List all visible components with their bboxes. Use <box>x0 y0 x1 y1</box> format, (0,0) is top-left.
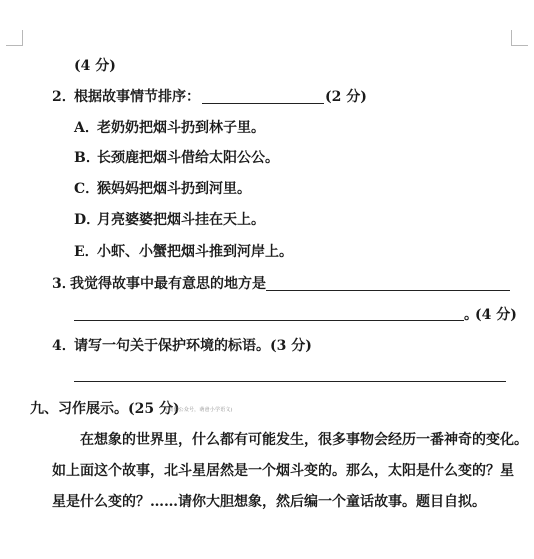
q1-score: (4 分) <box>74 58 116 74</box>
crop-mark-top-left-vertical <box>22 30 23 46</box>
q2-number: 2． <box>52 89 76 105</box>
q2-option-e-letter: E． <box>74 244 99 260</box>
q3-prompt: 我觉得故事中最有意思的地方是 <box>70 276 266 292</box>
q2-option-e-text: 小虾、小蟹把烟斗推到河岸上。 <box>97 244 293 260</box>
q4-prompt: 请写一句关于保护环境的标语。(3 分) <box>74 338 312 354</box>
q2-prompt: 根据故事情节排序： <box>74 89 200 105</box>
q4-answer-blank[interactable] <box>74 381 506 382</box>
q2-option-b-letter: B． <box>74 150 100 166</box>
q3-end-mark: 。 <box>464 307 478 323</box>
q3-number: 3． <box>52 276 76 292</box>
essay-prompt-line-2: 如上面这个故事，北斗星居然是一个烟斗变的。那么，太阳是什么变的？星 <box>52 463 514 479</box>
q3-answer-blank-1[interactable] <box>266 290 510 291</box>
q2-option-a-letter: A． <box>74 120 99 136</box>
q2-option-d-text: 月亮婆婆把烟斗挂在天上。 <box>97 212 265 228</box>
q3-score: (4 分) <box>475 307 517 323</box>
q2-option-b-text: 长颈鹿把烟斗借给太阳公公。 <box>97 150 279 166</box>
section-9-watermark: (微信公众号，萌爸小学语文) <box>166 407 233 413</box>
section-9-title: 九、习作展示。(25 分) <box>30 401 180 417</box>
q2-option-c-text: 猴妈妈把烟斗扔到河里。 <box>97 181 251 197</box>
q2-score: (2 分) <box>325 89 367 105</box>
essay-prompt-line-3: 星是什么变的？……请你大胆想象，然后编一个童话故事。题目自拟。 <box>52 494 486 510</box>
q2-option-a-text: 老奶奶把烟斗扔到林子里。 <box>97 120 265 136</box>
q3-answer-blank-2[interactable] <box>74 320 464 321</box>
crop-mark-top-right-vertical <box>511 30 512 46</box>
q2-answer-blank[interactable] <box>202 103 324 104</box>
essay-prompt-line-1: 在想象的世界里，什么都有可能发生，很多事物会经历一番神奇的变化。 <box>80 432 528 448</box>
crop-mark-top-right-horizontal <box>511 45 528 46</box>
crop-mark-top-left-horizontal <box>6 45 23 46</box>
q2-option-c-letter: C． <box>74 181 100 197</box>
q4-number: 4． <box>52 338 76 354</box>
q2-option-d-letter: D． <box>74 212 101 228</box>
